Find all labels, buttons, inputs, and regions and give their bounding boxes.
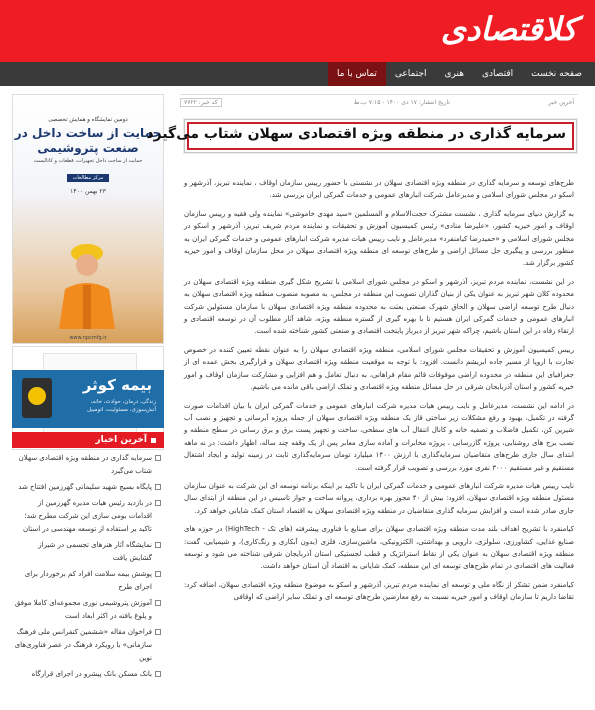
bullet-icon xyxy=(155,455,161,461)
paragraph: در ادامه این نشست، مدیرعامل و نایب رییس هیات مدیره شرکت انبارهای عمومی و خدمات گمرکی ایران با بیان اقدامات صورت گرفته در تکمیل، بهبود و رفع مشکلات زیر ساختی قاز یک منطقه ویژه اقتصادی سهلان از جمله پروژه آبرسانی و تجهیز و نصب آب شیرین کن، تکمیل فاضلاب و تصفیه خانه و کانال انتقال آب های سطحی، ساخت و تجهیز پست برق و برق رسانی در سطح منطقه و نصب برج های روشنایی، پروژه گازرسانی ، پروژه مخابرات و آماده سازی معابر پس از یک وقفه چند ساله، اظهار داشت: در نه ماهه ابتدای سال جاری طرح‌های متقاضیان سرمایه‌گذاری با ارزش ۱۴۰۰ میلیارد تومان سرمایه‌گذاری ثابت در زمینه تولید و ایجاد اشتغال مستقیم و غیر مستقیم ۳۰۰۰ نفری مورد بررسی و تصویب قرار گرفته است. xyxy=(184,401,574,472)
main-nav xyxy=(0,62,595,86)
paragraph: کیامنفرد ضمن تشکر از نگاه ملی و توسعه ای نماینده مردم تبریز، آذرشهر و اسکو به موضوع منطقه ویژه اقتصادی سهلان، اضافه کرد: تقاضا داریم تا سازمان اوقاف و امور خیریه نسبت به رفع معارضین طرح‌های توسعه ای و تملک سایر اراضی که اوقافی xyxy=(184,580,574,602)
nav-economic[interactable]: اقتصادی xyxy=(482,69,514,79)
kowsar-insurance-ad[interactable] xyxy=(12,370,164,428)
article-title-box xyxy=(146,119,577,153)
list-item[interactable] xyxy=(12,568,164,594)
paragraph: رییس کمیسیون آموزش و تحقیقات مجلس شورای اسلامی، منطقه ویژه اقتصادی سهلان را به عنوان نقطه تعیین کننده در خصوص تجارت با اروپا از مسیر جاده ابریشم دانست. افزود: با توجه به موقعیت منطقه ویژه اقتصادی سهلان و قرارگیری بخش عمده ای از جغرافیای این منطقه در محدوده اراضی موقوفات قائم مقام فراهانی، به دنبال تعامل و هم افزایی و مشارکت سازمان اوقاف و امور خیریه کشور و استان آذربایجان شرقی در حل مسائل منطقه ویژه اقتصادی و تملک اراضی باقی مانده می باشیم. xyxy=(184,345,574,392)
insurance-brand: بیمه کوثر xyxy=(82,376,152,394)
bullet-icon xyxy=(155,629,161,635)
ad-headline: حمایت از ساخت داخل در صنعت پتروشیمی xyxy=(14,126,162,155)
article-meta xyxy=(180,97,578,109)
publish-date: تاریخ انتشار: ۱۷ دی ۱۴۰۰ - ۷:۱۵ ب.ظ xyxy=(353,99,450,106)
article xyxy=(146,94,578,710)
last-news-label: آخرین خبر xyxy=(548,99,574,106)
bullet-icon xyxy=(155,500,161,506)
latest-news-title: آخرین اخبار xyxy=(95,435,147,445)
insurance-services: زندگی، درمان، حوادث، خانه، آتش‌سوزی، مسئولیت، اتومبیل xyxy=(87,399,156,413)
list-item[interactable] xyxy=(12,481,164,494)
list-item[interactable] xyxy=(12,597,164,623)
bullet-icon xyxy=(155,600,161,606)
engineer-illustration-icon xyxy=(47,233,127,329)
petrochemical-exhibition-ad[interactable] xyxy=(12,94,164,344)
latest-news-header xyxy=(12,432,164,448)
list-item[interactable] xyxy=(12,497,164,536)
nav-art[interactable]: هنری xyxy=(444,69,464,79)
bullet-icon xyxy=(155,671,161,677)
article-body xyxy=(184,177,574,610)
news-link[interactable]: فراخوان مقاله «ششمین کنفرانس ملی فرهنگ سازمانی» با رویکرد فرهنگ در عصر فناوری‌های نوین xyxy=(14,628,152,662)
ad-line3: حمایت از ساخت داخل تجهیزات، قطعات و کاتالیست xyxy=(33,158,143,164)
news-link[interactable]: آموزش پتروشیمی نوری مجموعه‌ای کاملا موفق و پلوغ یافته در اکثر ابعاد است xyxy=(14,599,152,620)
list-item[interactable] xyxy=(12,626,164,665)
ad-line1: دومین نمایشگاه و همایش تخصصی xyxy=(48,117,128,123)
ad-url: www.npcmfg.ir xyxy=(69,335,107,341)
nav-social[interactable]: اجتماعی xyxy=(394,69,427,79)
news-code: کد خبر: ۷۷۲۲ xyxy=(180,98,222,107)
list-item[interactable] xyxy=(12,539,164,565)
news-link[interactable]: پوشش بیمه سلامت افراد کم برخوردار برای اجرای طرح xyxy=(24,570,152,591)
paragraph: به گزارش دنیای سرمایه گذاری ، نشست مشترک حجت‌الاسلام و المسلمین «سید مهدی خاموشی» نماینده ولی فقیه و رییس سازمان اوقاف و امور خیریه کشور، «علیرضا منادی» رئیس کمیسیون آموزش و تحقیقات و نماینده مردم شریف تبریز، آذرشهر و اسکو در مجلس شورای اسلامی و «حمیدرضا کیامنفرد» مدیرعامل و نایب رییس هیات مدیره شرکت انبارهای عمومی و خدمات گمرکی ایران به منظور بررسی و پیگیری حل مسائل اراضی و طرح‌های توسعه ای منطقه ویژه اقتصادی سهلان در محل سازمان اوقاف و امور خیریه کشور برگزار شد. xyxy=(184,209,574,268)
news-link[interactable]: بانک مسکن بانک پیشرو در اجرای قرارگاه xyxy=(31,670,152,678)
list-item[interactable] xyxy=(12,452,164,478)
article-title: سرمایه گذاری در منطقه ویژه اقتصادی سهلان شتاب می‌گیرد xyxy=(146,126,566,142)
site-header xyxy=(0,0,595,62)
latest-news-list xyxy=(12,452,164,684)
paragraph: در این نشست، نماینده مردم تبریز، آذرشهر و اسکو در مجلس شورای اسلامی با تشریح شکل گیری منطقه ویژه اقتصادی سهلان در محدوده کلان شهر تبریز به عنوان یکی از بنیان گذاران تصویب این منطقه در مجلس، به مصوبه منصوب منطقه ویژه اقتصادی سهلان به دنبال طرح توسعه اراضی سهلان و الحاق شهرک صنعتی بعثت به محدوده منطقه ویژه اقتصادی سهلان با سازمان مسئولین شرکت انبارهای عمومی و خدمات گمرکی ایران هستیم تا با بهره گیری از گستره منطقه ویژه، شاهد آثار مطلوب آن در توسعه اقتصادی و ارتقاء رفاه در این استان باشیم، چراکه شهر تبریز از دیرباز پایتخت اقتصادی و صنعتی کشور شناخته شده است. xyxy=(184,277,574,336)
news-link[interactable]: نمایشگاه آثار هنرهای تجسمی در شیراز گشایش یافت xyxy=(38,541,152,562)
bullet-icon xyxy=(155,484,161,490)
insurance-card-icon xyxy=(22,378,52,418)
nav-home[interactable]: صفحه نخست xyxy=(531,69,582,79)
list-item[interactable] xyxy=(12,668,164,681)
news-link[interactable]: سرمایه گذاری در منطقه ویژه اقتصادی سهلان شتاب می‌گیرد xyxy=(18,454,152,475)
sidebar xyxy=(12,94,164,709)
bullet-icon xyxy=(155,571,161,577)
ad-dates: ۲۳ بهمن ۱۴۰۰ xyxy=(70,188,106,195)
paragraph: کیامنفرد با تشریح اهداف بلند مدت منطقه ویژه اقتصادی سهلان برای صنایع با فناوری پیشرفته (های تک - HighTech) در حوزه های صنایع غذایی، کشاورزی، سلولزی، دارویی و بهداشتی، الکترونیکی، ماشین‌سازی، فلزی (بدون آبکاری و رنگ‌کاری)، و شیمیایی، گفت: منطقه ویژه اقتصادی سهلان به عنوان یکی از نقاط استراتژیک و قطب لجستیکی استان آذربایجان شرقی شناخته می شود و توسعه فعالیت های اقتصادی در تمام طرح‌های توسعه ای این منطقه، کمک شایانی به اقتصاد آن استان خواهد داشت. xyxy=(184,525,574,571)
paragraph: نایب رییس هیات مدیره شرکت انبارهای عمومی و خدمات گمرکی ایران با تاکید بر اینکه برنامه توسعه ای این شرکت به عنوان سازمان مسئول منطقه ویژه اقتصادی سهلان، افزود: بیش از ۴۰ مجوز بهره برداری، پروانه ساخت و جواز تاسیس در این منطقه از ابتدای سال جاری صادر شده است و افزایش سرمایه گذاری متقاضیان در منطقه ویژه اقتصادی سهلان به اقتصاد استان کمک شایانی خواهد کرد. xyxy=(184,481,574,515)
ad-tag: مرکز مطالعات xyxy=(67,174,110,182)
bullet-icon xyxy=(155,542,161,548)
square-bullet-icon xyxy=(151,438,156,443)
paragraph: طرح‌های توسعه و سرمایه گذاری در منطقه ویژه اقتصادی سهلان در نشستی با حضور رییس سازمان اوقاف ، نماینده تبریز، آذرشهر و اسکو در مجلس شورای اسلامی و مدیرعامل شرکت انبارهای عمومی و خدمات گمرکی ایران بررسی شد. xyxy=(184,179,574,200)
news-link[interactable]: پایگاه بسیج شهید سلیمانی گهرزمین افتتاح شد xyxy=(18,483,152,491)
site-logo[interactable]: کلاقتصادی xyxy=(440,10,577,48)
news-link[interactable]: در بازدید رئیس هیات مدیره گهرزمین از اقدامات بومی سازی این شرکت مطرح شد؛ تاکید بر استفاده از توسعه مهندسی در استان xyxy=(22,499,152,533)
nav-contact[interactable]: تماس با ما xyxy=(328,62,386,86)
